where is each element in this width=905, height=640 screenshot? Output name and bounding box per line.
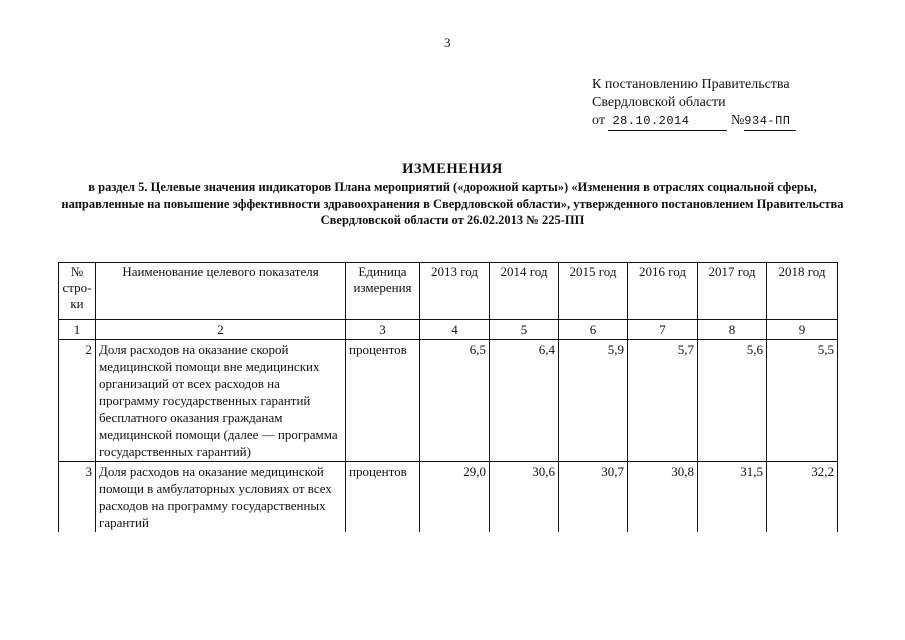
value-2018: 32,2	[767, 462, 838, 533]
header-row-no: № стро-ки	[59, 263, 96, 320]
value-2014: 6,4	[490, 340, 559, 462]
document-heading	[60, 160, 845, 229]
value-2018: 5,5	[767, 340, 838, 462]
attachment-block	[592, 76, 796, 131]
header-2015: 2015 год	[559, 263, 628, 320]
indicator-name: Доля расходов на оказание медицинской помощи в амбулаторных условиях от всех расходов на программу государственных гарантий	[96, 462, 346, 533]
value-2017: 31,5	[698, 462, 767, 533]
column-number: 4	[420, 320, 490, 340]
indicator-name: Доля расходов на оказание скорой медицинской помощи вне медицинских организаций от всех расходов на программу государственных гарантий бесплатного оказания гражданам медицинской помощи (далее — программа государственных гарантий)	[96, 340, 346, 462]
value-2014: 30,6	[490, 462, 559, 533]
value-2016: 30,8	[628, 462, 698, 533]
number-prefix: №	[730, 113, 745, 128]
value-2015: 5,9	[559, 340, 628, 462]
unit-cell: процентов	[346, 340, 420, 462]
document-title: ИЗМЕНЕНИЯ	[402, 161, 503, 177]
header-2018: 2018 год	[767, 263, 838, 320]
document-subtitle: в раздел 5. Целевые значения индикаторов Плана мероприятий («дорожной карты») «Изменения в отраслях социальной сферы, направленные на повышение эффективности здравоохранения в Свердловской области», утвержденного постановлением Правительства Свердловской области от 26.02.2013 № 225-ПП	[61, 180, 844, 227]
attachment-line-1: К постановлению Правительства	[592, 77, 790, 92]
indicators-table	[58, 262, 838, 532]
header-2016: 2016 год	[628, 263, 698, 320]
column-number: 9	[767, 320, 838, 340]
value-2015: 30,7	[559, 462, 628, 533]
attachment-line-2: Свердловской области	[592, 95, 726, 110]
column-number: 6	[559, 320, 628, 340]
row-number: 2	[59, 340, 96, 462]
header-unit: Единица измерения	[346, 263, 420, 320]
column-number: 3	[346, 320, 420, 340]
header-2013: 2013 год	[420, 263, 490, 320]
value-2013: 6,5	[420, 340, 490, 462]
header-name: Наименование целевого показателя	[96, 263, 346, 320]
table-header-row	[59, 263, 838, 320]
row-number: 3	[59, 462, 96, 533]
value-2017: 5,6	[698, 340, 767, 462]
unit-cell: процентов	[346, 462, 420, 533]
table-row	[59, 340, 838, 462]
column-number-row	[59, 320, 838, 340]
value-2013: 29,0	[420, 462, 490, 533]
column-number: 8	[698, 320, 767, 340]
resolution-date: 28.10.2014	[608, 112, 727, 131]
header-2017: 2017 год	[698, 263, 767, 320]
header-2014: 2014 год	[490, 263, 559, 320]
from-prefix: от	[592, 113, 605, 128]
resolution-number: 934-ПП	[744, 112, 796, 131]
column-number: 7	[628, 320, 698, 340]
page-number: 3	[444, 35, 451, 50]
column-number: 2	[96, 320, 346, 340]
value-2016: 5,7	[628, 340, 698, 462]
column-number: 1	[59, 320, 96, 340]
attachment-date-line	[592, 112, 796, 131]
table-row	[59, 462, 838, 533]
column-number: 5	[490, 320, 559, 340]
